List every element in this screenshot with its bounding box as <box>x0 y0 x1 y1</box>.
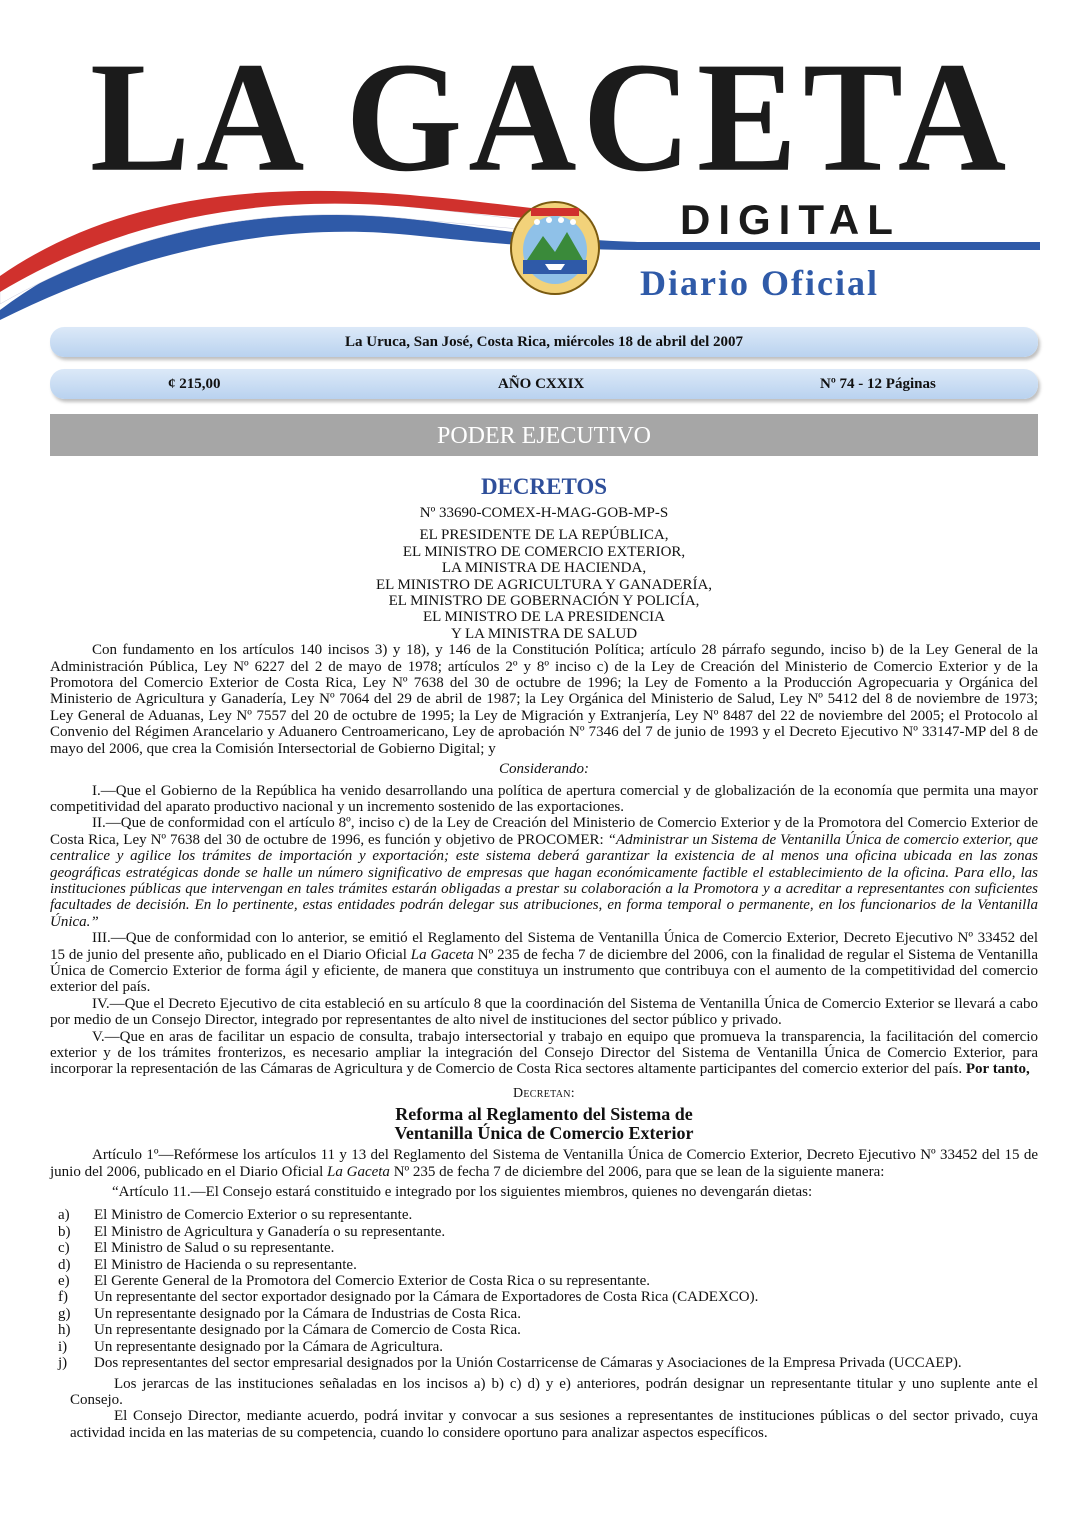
item-text: Dos representantes del sector empresarial designados por la Unión Costarricense de Cámaras y Asociaciones de la Empresa Privada (UCCAEP). <box>94 1355 962 1372</box>
reform-title <box>50 1105 1038 1143</box>
list-item <box>58 1289 1038 1305</box>
masthead <box>0 0 1088 320</box>
closing-paragraph-2: El Consejo Director, mediante acuerdo, podrá invitar y convocar a sus sesiones a representantes de instituciones públicas o del sector privado, cuya actividad incida en las materias de su competencia, cuando lo considere oportuno para analizar aspectos específicos. <box>70 1408 1038 1441</box>
price: ¢ 215,00 <box>168 376 221 392</box>
item-text: El Ministro de Agricultura y Ganadería o su representante. <box>94 1223 446 1240</box>
item-text: El Ministro de Salud o su representante. <box>94 1240 335 1257</box>
masthead-title: LA GACETA <box>90 30 1013 205</box>
item-text: Un representante designado por la Cámara de Industrias de Costa Rica. <box>94 1305 521 1322</box>
decree-number: Nº 33690-COMEX-H-MAG-GOB-MP-S <box>419 505 669 521</box>
authorities-list <box>50 527 1038 642</box>
list-item <box>58 1322 1038 1338</box>
item-letter: b) <box>58 1223 71 1240</box>
item-text: El Ministro de Hacienda o su representante. <box>94 1256 357 1273</box>
list-item <box>58 1306 1038 1322</box>
item-letter: j) <box>58 1355 68 1372</box>
authority-line: LA MINISTRA DE HACIENDA, <box>441 560 647 577</box>
date-bar <box>50 327 1038 357</box>
authority-line: EL PRESIDENTE DE LA REPÚBLICA, <box>419 527 669 544</box>
coat-of-arms-icon <box>505 198 605 298</box>
item-letter: a) <box>58 1207 70 1224</box>
article-1-text-end: Nº 235 de fecha 7 de diciembre del 2006, para que se lean de la siguiente manera: <box>389 1163 885 1180</box>
date-line: La Uruca, San José, Costa Rica, miércoles 18 de abril del 2007 <box>344 334 744 350</box>
considerando-1: I.—Que el Gobierno de la República ha venido desarrollando una política de apertura comercial y de globalización de la economía que permita una mayor competitividad del aparato productivo nacional y un incremento sostenido de las exportaciones. <box>50 782 1038 815</box>
masthead-tagline: Diario Oficial <box>640 263 879 303</box>
item-text: Un representante designado por la Cámara de Comercio de Costa Rica. <box>94 1322 521 1339</box>
considerando-label: Considerando: <box>499 761 589 778</box>
article-11-intro: “Artículo 11.—El Consejo estará constituido e integrado por los siguientes miembros, quienes no devengarán dietas: <box>112 1184 813 1201</box>
decretan-text: Decretan: <box>512 1085 575 1101</box>
considerando-2-lead: II.—Que de conformidad con el artículo 8º, inciso c) de la Ley de Creación del Ministerio de Comercio Exterior y de la Promotora del Comercio Exterior de Costa Rica, Ley Nº 7638 del 30 de octubre de 1996, es función y objetivo de PROCOMER: <box>50 815 1038 848</box>
issue-info-bar <box>50 369 1038 399</box>
decree-content <box>50 470 1038 1441</box>
article-1 <box>50 1147 1038 1180</box>
authority-line: EL MINISTRO DE AGRICULTURA Y GANADERÍA, <box>375 576 713 593</box>
item-letter: g) <box>58 1305 71 1322</box>
item-letter: e) <box>58 1273 70 1290</box>
item-letter: d) <box>58 1256 71 1273</box>
authority-line: EL MINISTRO DE GOBERNACIÓN Y POLICÍA, <box>388 593 700 610</box>
gazette-name: La Gaceta <box>410 946 474 963</box>
council-members-list <box>50 1207 1038 1371</box>
considerando-3-text-end: Nº 235 de fecha 7 de diciembre del 2006, con la finalidad de regular el Sistema de Ventanilla Única de Comercio Exterior de forma ágil y eficiente, de manera que constituya un instrumento que contribuya con el aumento de la competitividad del comercio exterior del país. <box>50 946 1038 996</box>
decree-heading: DECRETOS <box>480 474 608 499</box>
por-tanto: Por tanto, <box>965 1061 1030 1078</box>
authority-line: EL MINISTRO DE COMERCIO EXTERIOR, <box>402 543 686 560</box>
article-1-text: Artículo 1º—Refórmese los artículos 11 y 13 del Reglamento del Sistema de Ventanilla Única de Comercio Exterior, Decreto Ejecutivo Nº 33452 del 15 de junio del 2006, publicado en el Diario Oficial <box>50 1147 1038 1180</box>
item-letter: h) <box>58 1322 71 1339</box>
item-letter: f) <box>58 1289 68 1306</box>
list-item <box>58 1257 1038 1273</box>
item-text: Un representante del sector exportador designado por la Cámara de Exportadores de Costa Rica (CADEXCO). <box>94 1289 759 1306</box>
gazette-name: La Gaceta <box>327 1163 390 1180</box>
item-letter: i) <box>58 1338 68 1355</box>
decretan-label <box>50 1086 1038 1102</box>
closing-paragraph-1: Los jerarcas de las instituciones señaladas en los incisos a) b) c) d) y e) anteriores, podrán designar un representante titular y uno suplente ante el Consejo. <box>70 1375 1038 1408</box>
item-text: Un representante designado por la Cámara de Agricultura. <box>94 1338 444 1355</box>
reform-title-line-2: Ventanilla Única de Comercio Exterior <box>394 1123 694 1144</box>
considerando-2 <box>50 815 1038 930</box>
reform-title-line-1: Reforma al Reglamento del Sistema de <box>395 1104 693 1125</box>
preamble: Con fundamento en los artículos 140 incisos 3) y 18), y 146 de la Constitución Política; artículo 28 párrafo segundo, inciso b) de la Ley General de la Administración Pública, Ley Nº 6227 del 2 de mayo de 1978; artículos 2º y 8º inciso c) de la Ley de Creación del Ministerio de Comercio Exterior y de la Promotora del Comercio Exterior de Costa Rica, Ley Nº 7638 del 30 de octubre de 1996; la Ley de Fomento a la Producción Agropecuaria y Orgánica del Ministerio de Agricultura y Ganadería, Ley Nº 7064 del 29 de abril de 1987; la Ley Orgánica del Ministerio de Salud, Ley Nº 5412 del 8 de noviembre de 1973; Ley General de Aduanas, Ley Nº 7557 del 20 de octubre de 1995; la Ley de Migración y Extranjería, Ley Nº 8487 del 22 de noviembre del 2005; el Protocolo al Convenio del Régimen Arancelario y Aduanero Centroamericano, Ley de aprobación Nº 7346 del 7 de junio de 1993 y el Decreto Ejecutivo Nº 33147-MP del 8 de mayo del 2006, que crea la Comisión Intersectorial de Gobierno Digital; y <box>50 642 1038 757</box>
list-item <box>58 1339 1038 1355</box>
list-item <box>58 1273 1038 1289</box>
item-text: El Gerente General de la Promotora del Comercio Exterior de Costa Rica o su representante. <box>94 1273 651 1290</box>
considerando-2-quote: “Administrar un Sistema de Ventanilla Única de comercio exterior, que centralice y agilice los trámites de importación y exportación; este sistema deberá garantizar la existencia de al menos una oficina ubicada en las zonas geográficas estratégicas donde se halle un número significativo de empresas que hagan económicamente factible el establecimiento de la oficina. Para ello, las instituciones públicas que intervengan en tales trámites estarán obligadas a prestar su colaboración a la Promotora y a acreditar a representantes con suficientes facultades de decisión. En lo pertinente, estas entidades podrán delegar sus atribuciones, en forma temporal o permanente, en los funcionarios de la Ventanilla Única.” <box>50 831 1038 930</box>
masthead-subtitle: DIGITAL <box>680 196 901 243</box>
authority-line: EL MINISTRO DE LA PRESIDENCIA <box>423 609 665 626</box>
section-title: PODER EJECUTIVO <box>50 414 1038 456</box>
authority-line: Y LA MINISTRA DE SALUD <box>450 625 638 642</box>
list-item <box>58 1240 1038 1256</box>
list-item <box>58 1207 1038 1223</box>
considerando-5 <box>50 1029 1038 1078</box>
item-text: El Ministro de Comercio Exterior o su representante. <box>94 1207 413 1224</box>
year: AÑO CXXIX <box>498 376 585 392</box>
considerando-4: IV.—Que el Decreto Ejecutivo de cita estableció en su artículo 8 que la coordinación del Sistema de Ventanilla Única de Comercio Exterior se llevará a cabo por medio de un Consejo Director, integrado por representantes de alto nivel de instituciones del sector público y privado. <box>50 995 1038 1029</box>
item-letter: c) <box>58 1240 70 1257</box>
list-item <box>58 1224 1038 1240</box>
considerando-3-text: III.—Que de conformidad con lo anterior, se emitió el Reglamento del Sistema de Ventanilla Única de Comercio Exterior, Decreto Ejecutivo Nº 33452 del 15 de junio del presente año, publicado en el Diario Oficial <box>50 930 1038 963</box>
issue-number: Nº 74 - 12 Páginas <box>820 376 936 392</box>
considerando-3 <box>50 930 1038 996</box>
considerando-5-text: V.—Que en aras de facilitar un espacio de consulta, trabajo intersectorial y trabajo en equipo que promueva la transparencia, la facilitación del comercio exterior y de los trámites fronterizos, es necesario ampliar la integración del Consejo Director del Sistema de Ventanilla Única de Comercio Exterior, para incorporar la representación de las Cámaras de Agricultura y de Comercio de Costa Rica sectores altamente participantes del comercio exterior del país. <box>50 1028 1038 1078</box>
list-item <box>58 1355 1038 1371</box>
